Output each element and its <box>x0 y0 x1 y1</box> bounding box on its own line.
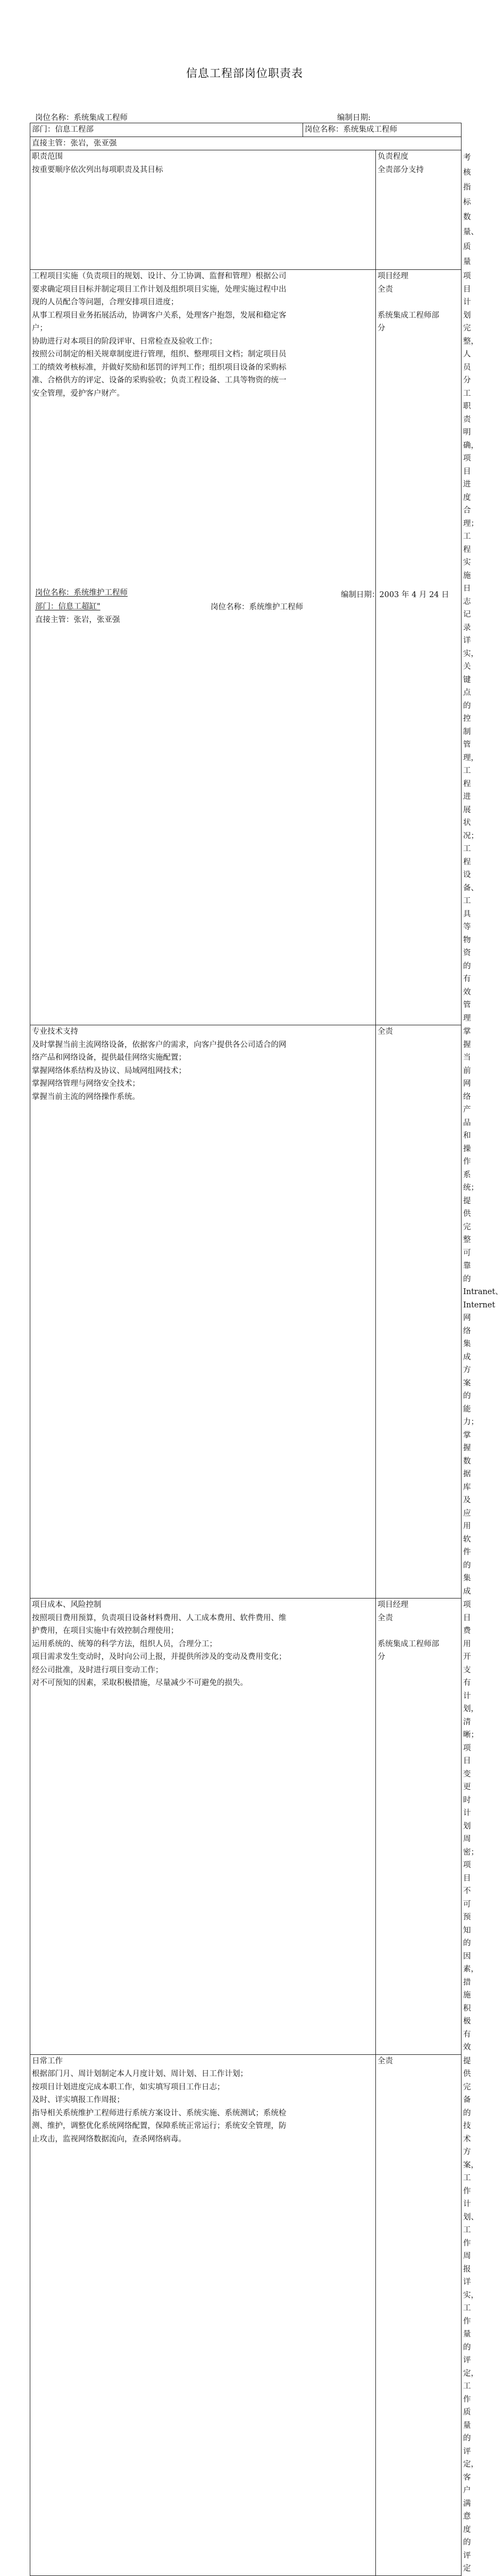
text-line: 根据部门月、周计划制定本人月度计划、周计划、日工作计划； <box>32 2070 248 2078</box>
text-line: 协助进行对本项目的阶段评审、日常检查及验收工作； <box>32 337 217 346</box>
text-line: 工的绩效考核标准，并做好奖励和惩罚的评判工作；组织项目设备的采购标 <box>32 363 287 372</box>
text-line: 系统集成工程师部 <box>378 311 439 320</box>
duty-row: 项目成本、风险控制 按照项目费用预算，负责项目设备材料费用、人工成本费用、软件费用、维 护费用，在项目实施中有效控制合理使用； 运用系统的、统筹的科学方法，组织人员，合理分工； 项目需求发生变动时，及时向公司上报，并提供所涉及的变动及费用变化； 经公司批准，及时进行项目变动工作； 对不可预知的因素，采取积极措施，尽量减少不可避免的损失。 项目经理 全责 系统集成工程师部 分 项目费用开支有计划， 清晰；项目变更时计划 周密；项目不可预知的 因素，措施积极有效 <box>30 1599 462 2055</box>
text-line: 络产品和网络设备，提供最佳网络实施配置； <box>32 1053 186 1062</box>
text-line: 掌握当前主流的网络操作系统。 <box>32 1092 140 1101</box>
text-line: 全责 <box>378 285 393 294</box>
text-line: 按照项目费用预算，负责项目设备材料费用、人工成本费用、软件费用、维 <box>32 1613 287 1622</box>
resp-subtitle: 全责部分支持 <box>378 165 424 174</box>
resp-cell <box>376 270 462 1025</box>
scope-cell <box>30 270 376 1025</box>
header-row: 职责范围 按重要顺序依次列出每项职责及其目标 负责程度 全责部分支持 考核指标数量、质量 <box>30 150 462 270</box>
text-line: 分 <box>378 1653 385 1661</box>
text-line: 及时掌握当前主流网络设备，依据客户的需求，向客户提供各公司适合的网 <box>32 1040 287 1049</box>
text-line: 经公司批准，及时进行项目变动工作； <box>32 1665 163 1674</box>
department-cell: 部门：信息工程部 <box>30 123 303 137</box>
resp-title: 负责程度 <box>378 152 408 161</box>
duty-row: 日常工作 根据部门月、周计划制定本人月度计划、周计划、日工作计划； 按项目计划进度完成本职工作，如实填写项目工作日志； 及时、详实填报工作周报； 指导相关系统维护工程师进行系统方案设计、系统实施、系统测试；系统检 测、维护，调整优化系统网络配置，保障系统正常运行；系统安全管理，防 止攻击，监视网络数据流向，查杀网络病毒。 全责 提供完备的技术方案， 工作计划、工作周报详 实，工作量的评定，工 作质量的评定，客户满 意度的评定 <box>30 2054 462 2575</box>
section2-date: 编制日期：2003 年 4 月 24 日 <box>341 591 449 599</box>
position-name-line: 岗位名称：系统集成工程师 <box>35 114 128 122</box>
text-line: 全责 <box>378 2056 393 2065</box>
text-line: 项目成本、风险控制 <box>32 1601 102 1609</box>
text-line: 项目需求发生变动时，及时向公司上报，并提供所涉及的变动及费用变化； <box>32 1653 287 1661</box>
scope-header <box>30 150 376 270</box>
text-line: 掌握网络管理与网络安全技术； <box>32 1079 140 1088</box>
resp-cell <box>376 1599 462 2055</box>
text-line: 全责 <box>378 1027 393 1036</box>
text-line: 全责 <box>378 1613 393 1622</box>
text-line: 运用系统的、统筹的科学方法，组织人员，合理分工； <box>32 1639 217 1648</box>
text-line: 分 <box>378 324 385 333</box>
section2-supervisor: 直接主管：张岩，张亚强 <box>35 616 120 624</box>
text-line: 工程项目实施（负责项目的规划、设计、分工协调、监督和管理）根据公司 <box>32 272 287 280</box>
text-line: 指导相关系统维护工程师进行系统方案设计、系统实施、系统测试；系统检 <box>32 2109 287 2118</box>
resp-cell <box>376 2054 462 2575</box>
text-line: 日常工作 <box>32 2056 63 2065</box>
date-label: 编制日期: <box>337 114 371 122</box>
text-line: 止攻击，监视网络数据流向，查杀网络病毒。 <box>32 2135 186 2144</box>
duty-row: 工程项目实施（负责项目的规划、设计、分工协调、监督和管理）根据公司 要求确定项目目标并制定项目工作计划及组织项目实施，处理实施过程中出 现的人员配合等问题，合理安排项目进度； 从事工程项目业务拓展活动，协调客户关系，处理客户抱怨，发展和稳定客 户； 协助进行对本项目的阶段评审、日常检查及验收工作； 按照公司制定的相关规章制度进行管理，组织、整理项目文档；制定项目员 工的绩效考核标准，并做好奖励和惩罚的评判工作；组织项目设备的采购标 准、合格供方的评定、设备的采购验收；负责工程设备、工具等物资的统一 安全管理，爱护客户财产。 项目经理 全责 系统集成工程师部 分 项目计划完整，人员分 工职责明确，项目进度 合理；工程实施日志记 录详实，关键点的控制 管理，工程进展状况； 工程设备、工具等物资 的有效管理 <box>30 270 462 1025</box>
supervisor-cell: 直接主管：张岩，张亚强 <box>30 137 462 150</box>
text-line: 项目经理 <box>378 272 408 280</box>
resp-header <box>376 150 462 270</box>
section2-department: 部门：信息工超缸" <box>35 602 100 611</box>
department-row <box>30 123 462 137</box>
text-line: 护费用，在项目实施中有效控制合理使用； <box>32 1627 179 1635</box>
scope-cell <box>30 1025 376 1599</box>
section2-position-right: 岗位名称：系统维护工程师 <box>211 603 303 611</box>
text-line: 要求确定项目目标并制定项目工作计划及组织项目实施，处理实施过程中出 <box>32 285 287 294</box>
text-line: 按照公司制定的相关规章制度进行管理，组织、整理项目文档；制定项目员 <box>32 350 287 359</box>
scope-cell <box>30 2054 376 2575</box>
duty-row: 专业技术支持 及时掌握当前主流网络设备，依据客户的需求，向客户提供各公司适合的网 络产品和网络设备，提供最佳网络实施配置； 掌握网络体系结构及协议、局域网组网技术； 掌握网络管理与网络安全技术； 掌握当前主流的网络操作系统。 全责 掌握当前网络产品和操 作系统；提供完整可靠 的 Intranet、Internet 网 络集成方案的能力；掌 握数据库及应用软件的 集成 <box>30 1025 462 1599</box>
text-line: 准、合格供方的评定、设备的采购验收；负责工程设备、工具等物资的统一 <box>32 376 287 385</box>
section2-position-name: 岗位名称：系统维护工程师 <box>35 589 128 597</box>
text-line: 项目经理 <box>378 1601 408 1609</box>
text-line: 掌握网络体系结构及协议、局域网组网技术； <box>32 1066 186 1075</box>
position-cell: 岗位名称：系统集成工程师 <box>303 123 462 137</box>
text-line: 及时、详实填报工作周报； <box>32 2096 124 2104</box>
text-line: 从事工程项目业务拓展活动，协调客户关系，处理客户抱怨，发展和稳定客 <box>32 311 287 320</box>
supervisor-row <box>30 137 462 150</box>
text-line: 按项目计划进度完成本职工作，如实填写项目工作日志； <box>32 2082 225 2092</box>
scope-cell <box>30 1599 376 2055</box>
text-line <box>378 296 459 309</box>
text-line: 专业技术支持 <box>32 1027 78 1036</box>
duty-table <box>30 123 503 2576</box>
text-line: 系统集成工程师部 <box>378 1639 439 1648</box>
scope-title: 职责范围 <box>32 152 63 161</box>
resp-cell <box>376 1025 462 1599</box>
text-line: 安全管理，爱护客户财产。 <box>32 389 124 398</box>
scope-subtitle: 按重要顺序依次列出每项职责及其目标 <box>32 165 163 174</box>
text-line <box>378 1625 459 1638</box>
page-title: 信息工程部岗位职责表 <box>186 67 303 80</box>
text-line: 户； <box>32 324 47 333</box>
text-line: 现的人员配合等问题，合理安排项目进度； <box>32 298 179 307</box>
text-line: 测、维护，调整优化系统网络配置，保障系统正常运行；系统安全管理，防 <box>32 2122 287 2130</box>
text-line: 对不可预知的因素，采取积极措施，尽量减少不可避免的损失。 <box>32 1679 248 1687</box>
